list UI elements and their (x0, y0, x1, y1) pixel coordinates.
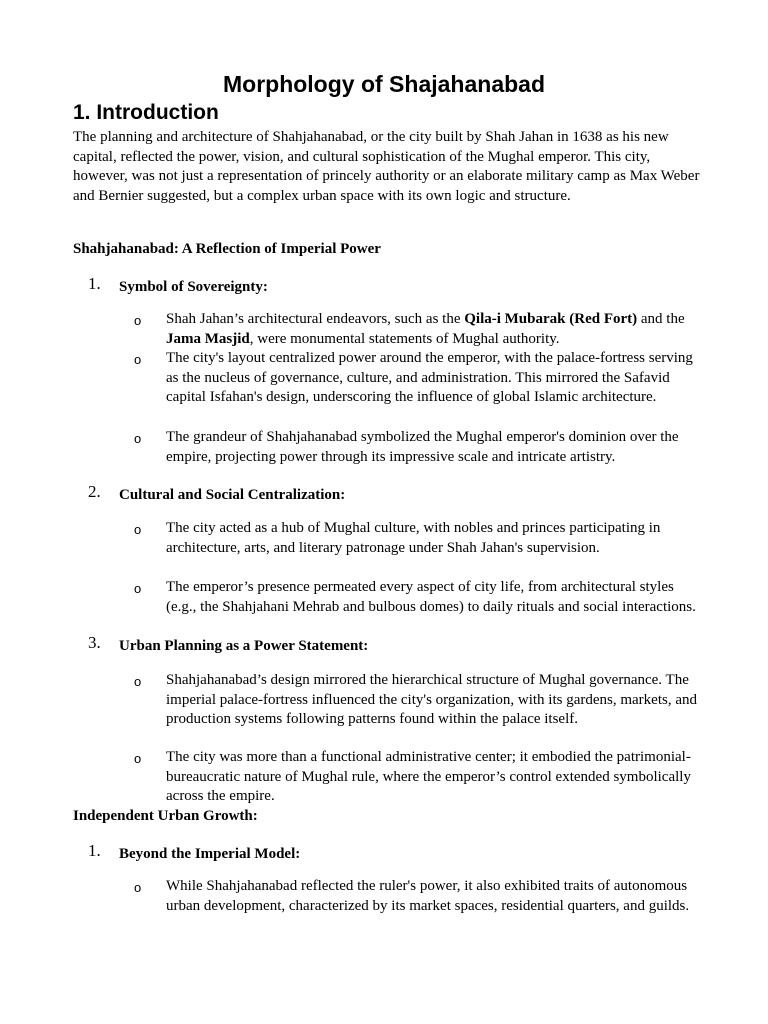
bullet-marker: o (134, 522, 142, 537)
bullet-marker: o (134, 674, 142, 689)
list-item-text: The emperor’s presence permeated every aspect of city life, from architectural styles (e.g., the Shahjahani Mehrab and bulbous domes) to daily rituals and social interactions. (166, 579, 696, 615)
bullet-marker: o (134, 581, 142, 596)
list-number: 2. (88, 482, 101, 501)
list-item-text: The grandeur of Shahjahanabad symbolized the Mughal emperor's dominion over the empire, projecting power through its impressive scale and intricate artistry. (166, 429, 679, 465)
list-item-title: Urban Planning as a Power Statement: (119, 638, 369, 654)
list-item-text: The city was more than a functional administrative center; it embodied the patrimonial-bureaucratic nature of Mughal rule, where the emperor’s control extended symbolically across the empire. (166, 749, 691, 804)
list-item-title: Cultural and Social Centralization: (119, 487, 346, 503)
list-item-text: While Shahjahanabad reflected the ruler's power, it also exhibited traits of autonomous urban development, characterized by its market spaces, residential quarters, and guilds. (166, 878, 690, 914)
bullet-marker: o (134, 880, 142, 895)
subheading-imperial-power: Shahjahanabad: A Reflection of Imperial Power (73, 241, 381, 257)
bold-term-jama-masjid: Jama Masjid (166, 330, 250, 347)
bold-term-red-fort: Qila-i Mubarak (Red Fort) (464, 311, 638, 327)
list-item-text: The city's layout centralized power around the emperor, with the palace-fortress serving as the nucleus of governance, culture, and administration. This mirrored the Safavid capital Isfahan's design, underscoring the influence of global Islamic architecture. (166, 350, 693, 405)
intro-paragraph: The planning and architecture of Shahjahanabad, or the city built by Shah Jahan in 1638 as his new capital, reflected the power, vision, and cultural sophistication of the Mughal emperor. This city, however, was not just a representation of princely authority or an elaborate military camp as Max Weber and Bernier suggested, but a complex urban space with its own logic and structure. (73, 129, 700, 204)
list-item-text: Shahjahanabad’s design mirrored the hierarchical structure of Mughal governance. The imperial palace-fortress influenced the city's organization, with its gardens, markets, and production systems following patterns found within the palace itself. (166, 672, 697, 727)
bullet-marker: o (134, 431, 142, 446)
list-item-title: Symbol of Sovereignty: (119, 279, 268, 295)
list-item-text: Shah Jahan’s architectural endeavors, such as the Qila-i Mubarak (Red Fort) and the Jama Masjid, were monumental statements of Mughal authority. (166, 311, 685, 347)
list-item-title: Beyond the Imperial Model: (119, 846, 301, 862)
list-number: 1. (88, 274, 101, 293)
document-title: Morphology of Shajahanabad (222, 71, 545, 97)
section-heading-introduction: 1. Introduction (73, 101, 219, 124)
bullet-marker: o (134, 352, 142, 367)
bullet-marker: o (134, 751, 142, 766)
subheading-independent-growth: Independent Urban Growth: (73, 808, 258, 824)
list-number: 1. (88, 841, 101, 860)
bullet-marker: o (134, 313, 142, 328)
list-item-text: The city acted as a hub of Mughal culture, with nobles and princes participating in architecture, arts, and literary patronage under Shah Jahan's supervision. (166, 520, 661, 556)
list-number: 3. (88, 633, 101, 652)
